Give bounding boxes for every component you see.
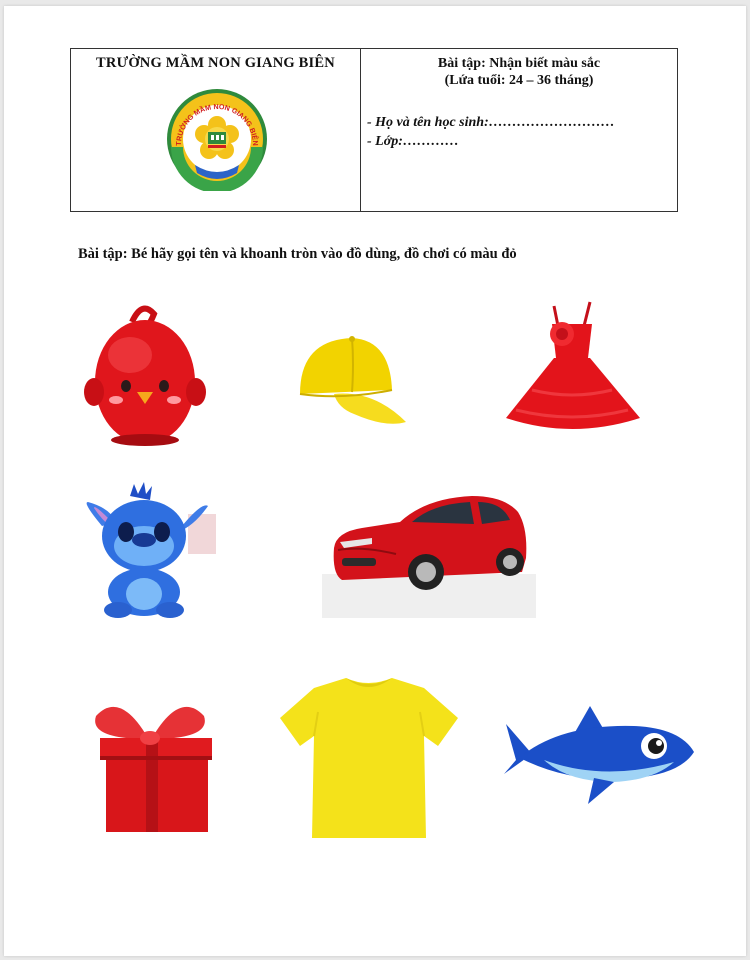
red-car-icon[interactable] <box>322 488 536 618</box>
blue-shark-toy-icon[interactable] <box>504 704 696 806</box>
school-cell <box>71 49 361 211</box>
student-fields <box>367 113 615 151</box>
exercise-title-block <box>361 55 677 89</box>
school-name: TRƯỜNG MẦM NON GIANG BIÊN <box>96 55 335 71</box>
red-chick-backpack-icon[interactable] <box>80 300 210 450</box>
exercise-cell <box>361 49 677 211</box>
red-gift-box-icon[interactable] <box>86 698 214 834</box>
age-range: (Lứa tuổi: 24 – 36 tháng) <box>444 73 594 88</box>
yellow-tshirt-icon[interactable] <box>278 672 460 840</box>
exercise-title: Bài tập: Nhận biết màu sắc <box>437 56 601 71</box>
red-dress-icon[interactable] <box>502 300 644 432</box>
yellow-cap-icon[interactable] <box>294 330 410 430</box>
header-table <box>70 48 678 212</box>
svg-text:TRƯỜNG MẦM NON GIANG BIÊN: TRƯỜNG MẦM NON GIANG BIÊN <box>173 101 261 146</box>
instruction-text: Bài tập: Bé hãy gọi tên và khoanh tròn vào đồ dùng, đồ chơi có màu đỏ <box>78 246 517 262</box>
class-field[interactable]: - Lớp:………… <box>367 134 459 149</box>
student-name-field[interactable]: - Họ và tên học sinh:……………………… <box>367 115 615 130</box>
school-logo-icon <box>165 87 269 191</box>
blue-stitch-plush-icon[interactable] <box>82 482 216 620</box>
